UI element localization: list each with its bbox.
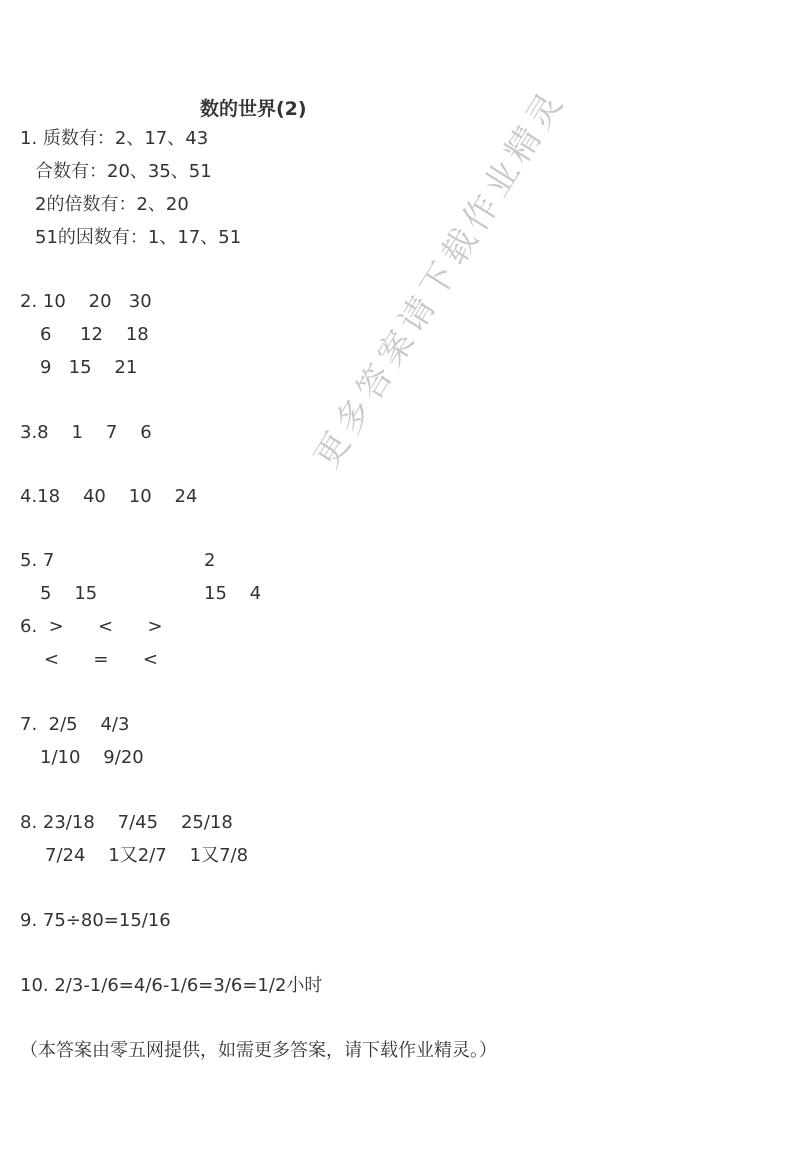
q2-row1: 2. 10 20 30 [20, 291, 152, 312]
q10-line: 10. 2/3-1/6=4/6-1/6=3/6=1/2小时 [20, 975, 323, 996]
q9-line: 9. 75÷80=15/16 [20, 910, 171, 931]
q2-row2: 6 12 18 [40, 324, 149, 345]
q5-row2-left: 5 15 [40, 583, 98, 604]
q1-composites-line: 合数有：20、35、51 [35, 161, 212, 182]
q5-row1-right: 2 [204, 550, 216, 571]
q5-row1-left: 5. 7 [20, 550, 55, 571]
q1-multiples-line: 2的倍数有：2、20 [35, 194, 189, 215]
page-title: 数的世界(2) [200, 98, 307, 120]
q3-line: 3.8 1 7 6 [20, 422, 152, 443]
q1-factors-line: 51的因数有：1、17、51 [35, 227, 242, 248]
q4-line: 4.18 40 10 24 [20, 486, 198, 507]
q8-row1: 8. 23/18 7/45 25/18 [20, 812, 233, 833]
q6-row1: 6. > < > [20, 616, 163, 637]
q7-row1: 7. 2/5 4/3 [20, 714, 130, 735]
q2-row3: 9 15 21 [40, 357, 138, 378]
watermark-text: 更多答案请下载作业精灵 [306, 81, 574, 476]
q8-row2: 7/24 1又2/7 1又7/8 [45, 845, 249, 866]
q7-row2: 1/10 9/20 [40, 747, 144, 768]
q5-row2-right: 15 4 [204, 583, 262, 604]
source-note: （本答案由零五网提供，如需更多答案，请下载作业精灵。） [20, 1040, 497, 1061]
q6-row2: < = < [44, 649, 158, 670]
q1-primes-line: 1. 质数有：2、17、43 [20, 128, 209, 149]
